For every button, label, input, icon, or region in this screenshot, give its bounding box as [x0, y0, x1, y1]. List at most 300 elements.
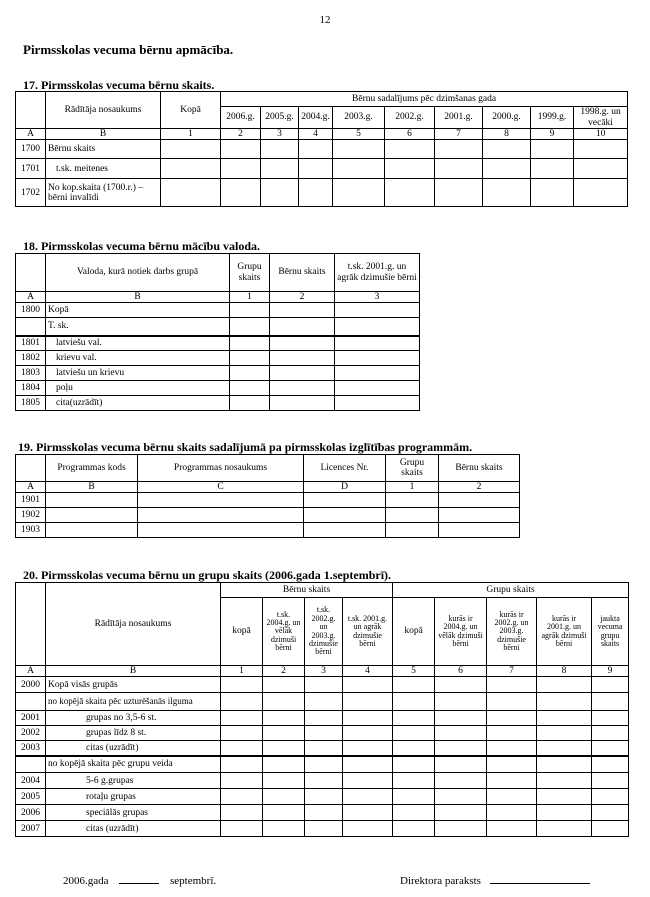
table-row [16, 351, 420, 366]
t19-header-prog-name: Programmas nosaukums [138, 455, 304, 482]
t17-code: 5 [333, 129, 385, 140]
cell[interactable] [335, 351, 420, 366]
cell[interactable] [435, 741, 487, 756]
cell[interactable] [333, 140, 385, 159]
table-row [16, 396, 420, 411]
cell[interactable] [161, 179, 221, 207]
cell[interactable] [305, 756, 343, 773]
cell[interactable] [393, 726, 435, 741]
row-code: 1702 [16, 179, 46, 207]
cell[interactable] [230, 318, 270, 336]
row-code: 1902 [16, 508, 46, 523]
cell[interactable] [435, 821, 487, 837]
cell[interactable] [385, 179, 435, 207]
t17-code: 3 [261, 129, 299, 140]
row-label: t.sk. meitenes [46, 159, 161, 179]
t17-year: 2001.g. [435, 107, 483, 129]
cell[interactable] [299, 140, 333, 159]
cell[interactable] [221, 693, 263, 711]
cell[interactable] [393, 805, 435, 821]
cell[interactable] [230, 396, 270, 411]
cell[interactable] [343, 741, 393, 756]
cell[interactable] [537, 693, 592, 711]
cell[interactable] [263, 756, 305, 773]
cell[interactable] [263, 773, 305, 789]
t20-code: 1 [221, 666, 263, 677]
row-label: Kopā [46, 303, 230, 318]
cell[interactable] [592, 821, 629, 837]
cell[interactable] [435, 773, 487, 789]
table-row [16, 756, 629, 773]
row-code: 1701 [16, 159, 46, 179]
cell[interactable] [263, 693, 305, 711]
row-code: 1903 [16, 523, 46, 538]
t20-header-children: Bērnu skaits [221, 583, 393, 598]
t17-code: A [16, 129, 46, 140]
cell[interactable] [305, 677, 343, 693]
cell[interactable] [386, 508, 439, 523]
row-label: krievu val. [46, 351, 230, 366]
row-code: 2005 [16, 789, 46, 805]
row-code: 2007 [16, 821, 46, 837]
cell[interactable] [263, 805, 305, 821]
table-row [16, 140, 628, 159]
table-row [16, 159, 628, 179]
cell[interactable] [263, 726, 305, 741]
cell[interactable] [263, 789, 305, 805]
row-label: no kopējā skaita pēc grupu veida [46, 756, 221, 773]
t20-code: B [46, 666, 221, 677]
cell[interactable] [221, 805, 263, 821]
cell[interactable] [333, 179, 385, 207]
t20-header-name: Rādītāja nosaukums [46, 583, 221, 666]
cell[interactable] [270, 351, 335, 366]
cell[interactable] [487, 711, 537, 726]
t20-group-col: jaukta vecuma grupu skaits [592, 598, 629, 666]
cell[interactable] [343, 789, 393, 805]
cell[interactable] [221, 789, 263, 805]
row-code: 1800 [16, 303, 46, 318]
cell[interactable] [592, 773, 629, 789]
cell[interactable] [487, 741, 537, 756]
row-code [16, 756, 46, 773]
cell[interactable] [270, 381, 335, 396]
cell[interactable] [304, 508, 386, 523]
cell[interactable] [335, 381, 420, 396]
cell[interactable] [335, 396, 420, 411]
cell[interactable] [537, 789, 592, 805]
row-label: 5-6 g.grupas [46, 773, 221, 789]
cell[interactable] [439, 523, 520, 538]
t17-year: 2004.g. [299, 107, 333, 129]
cell[interactable] [270, 396, 335, 411]
cell[interactable] [439, 508, 520, 523]
row-code: 1802 [16, 351, 46, 366]
row-label: T. sk. [46, 318, 230, 336]
t17-header-total: Kopā [161, 92, 221, 129]
cell[interactable] [270, 336, 335, 351]
t19-header-children: Bērnu skaits [439, 455, 520, 482]
cell[interactable] [531, 159, 574, 179]
t20-header-groups: Grupu skaits [393, 583, 629, 598]
cell[interactable] [46, 493, 138, 508]
t19-header-groups: Grupu skaits [386, 455, 439, 482]
t17-code: 10 [574, 129, 628, 140]
cell[interactable] [592, 677, 629, 693]
t19-code: 2 [439, 482, 520, 493]
cell[interactable] [393, 741, 435, 756]
table-row [16, 789, 629, 805]
table-row [16, 773, 629, 789]
cell[interactable] [304, 523, 386, 538]
cell[interactable] [537, 726, 592, 741]
t18-header-born: t.sk. 2001.g. un agrāk dzimušie bērni [335, 254, 420, 292]
cell[interactable] [537, 677, 592, 693]
cell[interactable] [531, 140, 574, 159]
cell[interactable] [221, 677, 263, 693]
row-label: grupas līdz 8 st. [46, 726, 221, 741]
table-row [16, 805, 629, 821]
t20-code: 3 [305, 666, 343, 677]
t20-group-col: kurās ir 2004.g. un vēlāk dzimuši bērni [435, 598, 487, 666]
row-label: No kop.skaita (1700.r.) –bērni invalīdi [46, 179, 161, 207]
cell[interactable] [386, 493, 439, 508]
cell[interactable] [592, 805, 629, 821]
cell[interactable] [435, 726, 487, 741]
t20-group-col: kurās ir 2002.g. un 2003.g. dzimušie bērni [487, 598, 537, 666]
row-label: poļu [46, 381, 230, 396]
cell[interactable] [138, 493, 304, 508]
t20-code: 8 [537, 666, 592, 677]
cell[interactable] [299, 179, 333, 207]
cell[interactable] [263, 711, 305, 726]
cell[interactable] [487, 821, 537, 837]
cell[interactable] [435, 677, 487, 693]
t20-code: A [16, 666, 46, 677]
cell[interactable] [261, 179, 299, 207]
table-row [16, 741, 629, 756]
t20-code: 5 [393, 666, 435, 677]
cell[interactable] [487, 805, 537, 821]
table-row [16, 677, 629, 693]
cell[interactable] [592, 741, 629, 756]
cell[interactable] [393, 693, 435, 711]
row-label: rotaļu grupas [46, 789, 221, 805]
table-20 [15, 582, 629, 837]
table-20-title: 20. Pirmsskolas vecuma bērnu un grupu skaits (2006.gada 1.septembrī). [23, 568, 392, 582]
cell[interactable] [230, 351, 270, 366]
row-label: Kopā visās grupās [46, 677, 221, 693]
cell[interactable] [343, 711, 393, 726]
cell[interactable] [161, 140, 221, 159]
cell[interactable] [221, 741, 263, 756]
cell[interactable] [592, 711, 629, 726]
t18-header-groups: Grupu skaits [230, 254, 270, 292]
t17-code: 8 [483, 129, 531, 140]
signature-label: Direktora paraksts [400, 875, 481, 887]
cell[interactable] [343, 693, 393, 711]
row-code: 2006 [16, 805, 46, 821]
cell[interactable] [161, 159, 221, 179]
cell[interactable] [487, 726, 537, 741]
row-label: grupas no 3,5-6 st. [46, 711, 221, 726]
cell[interactable] [393, 711, 435, 726]
cell[interactable] [221, 726, 263, 741]
t18-code: 1 [230, 292, 270, 303]
table-18 [15, 253, 420, 411]
cell[interactable] [230, 336, 270, 351]
cell[interactable] [221, 756, 263, 773]
cell[interactable] [230, 303, 270, 318]
t19-header-prog-code: Programmas kods [46, 455, 138, 482]
cell[interactable] [230, 381, 270, 396]
row-label: no kopējā skaita pēc uzturēšanās ilguma [46, 693, 221, 711]
t17-year: 2005.g. [261, 107, 299, 129]
t18-header-lang-text: Valoda, kurā notiek darbs grupā [76, 267, 199, 278]
table-19 [15, 454, 520, 538]
t20-code: 4 [343, 666, 393, 677]
cell[interactable] [435, 789, 487, 805]
row-code: 2001 [16, 711, 46, 726]
cell[interactable] [343, 821, 393, 837]
t17-code: 4 [299, 129, 333, 140]
cell[interactable] [305, 805, 343, 821]
cell[interactable] [221, 159, 261, 179]
table-row [16, 726, 629, 741]
cell[interactable] [487, 693, 537, 711]
t17-year: 2000.g. [483, 107, 531, 129]
t20-code: 2 [263, 666, 305, 677]
cell[interactable] [435, 693, 487, 711]
cell[interactable] [221, 140, 261, 159]
footer-date-suffix: septembrī. [170, 875, 217, 887]
row-code: 1805 [16, 396, 46, 411]
cell[interactable] [483, 179, 531, 207]
cell[interactable] [305, 773, 343, 789]
table-row [16, 821, 629, 837]
t17-code: 7 [435, 129, 483, 140]
table-row [16, 693, 629, 711]
row-label: latviešu un krievu [46, 366, 230, 381]
t19-header-licence: Licences Nr. [304, 455, 386, 482]
cell[interactable] [574, 140, 628, 159]
cell[interactable] [592, 756, 629, 773]
table-row [16, 381, 420, 396]
row-code: 2002 [16, 726, 46, 741]
cell[interactable] [230, 366, 270, 381]
t17-code: 1 [161, 129, 221, 140]
cell[interactable] [385, 159, 435, 179]
cell[interactable] [393, 773, 435, 789]
table-row [16, 318, 420, 336]
cell[interactable] [305, 711, 343, 726]
row-code: 2000 [16, 677, 46, 693]
cell[interactable] [335, 336, 420, 351]
cell[interactable] [537, 805, 592, 821]
cell[interactable] [439, 493, 520, 508]
table-17 [15, 91, 628, 207]
t18-code: A [16, 292, 46, 303]
cell[interactable] [138, 508, 304, 523]
t18-code: 2 [270, 292, 335, 303]
cell[interactable] [138, 523, 304, 538]
table-row [16, 303, 420, 318]
cell[interactable] [537, 711, 592, 726]
cell[interactable] [221, 711, 263, 726]
t18-header-children: Bērnu skaits [270, 254, 335, 292]
cell[interactable] [305, 726, 343, 741]
table-19-title: 19. Pirmsskolas vecuma bērnu skaits sadalījumā pa pirmsskolas izglītības programmām. [18, 440, 473, 454]
t19-code: C [138, 482, 304, 493]
cell[interactable] [221, 179, 261, 207]
cell[interactable] [335, 318, 420, 336]
cell[interactable] [221, 773, 263, 789]
cell[interactable] [435, 179, 483, 207]
table-row [16, 366, 420, 381]
row-label: speciālās grupas [46, 805, 221, 821]
cell[interactable] [592, 789, 629, 805]
t20-group-col: kopā [393, 598, 435, 666]
table-row [16, 336, 420, 351]
cell[interactable] [435, 711, 487, 726]
t20-group-col: kurās ir 2001.g. un agrāk dzimuši bērni [537, 598, 592, 666]
cell[interactable] [393, 756, 435, 773]
cell[interactable] [592, 726, 629, 741]
t17-code: 9 [531, 129, 574, 140]
t17-code: 2 [221, 129, 261, 140]
row-code [16, 318, 46, 336]
t18-code: B [46, 292, 230, 303]
signature-line[interactable] [490, 883, 590, 884]
t20-header-blank [16, 583, 46, 666]
cell[interactable] [435, 756, 487, 773]
cell[interactable] [263, 821, 305, 837]
t20-code: 6 [435, 666, 487, 677]
row-label: cita(uzrādīt) [46, 396, 230, 411]
cell[interactable] [305, 789, 343, 805]
cell[interactable] [592, 693, 629, 711]
t17-code: B [46, 129, 161, 140]
cell[interactable] [46, 523, 138, 538]
t17-code: 6 [385, 129, 435, 140]
cell[interactable] [263, 741, 305, 756]
cell[interactable] [537, 756, 592, 773]
t17-year: 2003.g. [333, 107, 385, 129]
row-code: 1901 [16, 493, 46, 508]
footer-date [63, 875, 216, 887]
cell[interactable] [385, 140, 435, 159]
t19-code: A [16, 482, 46, 493]
t17-header-blank [16, 92, 46, 129]
t20-code: 9 [592, 666, 629, 677]
row-code [16, 693, 46, 711]
footer-signature [400, 875, 590, 887]
cell[interactable] [435, 140, 483, 159]
cell[interactable] [537, 741, 592, 756]
cell[interactable] [393, 789, 435, 805]
cell[interactable] [343, 805, 393, 821]
cell[interactable] [537, 773, 592, 789]
row-code: 1803 [16, 366, 46, 381]
date-day-line[interactable] [119, 883, 159, 884]
cell[interactable] [299, 159, 333, 179]
t20-child-col: t.sk. 2001.g. un agrāk dzimušie bērni [343, 598, 393, 666]
page-number: 12 [319, 14, 331, 26]
row-code: 1804 [16, 381, 46, 396]
cell[interactable] [435, 805, 487, 821]
table-18-title: 18. Pirmsskolas vecuma bērnu mācību valoda. [23, 239, 261, 253]
t18-header-blank [16, 254, 46, 292]
cell[interactable] [487, 756, 537, 773]
cell[interactable] [386, 523, 439, 538]
t20-code: 7 [487, 666, 537, 677]
t19-code: B [46, 482, 138, 493]
row-label: citas (uzrādīt) [46, 741, 221, 756]
t17-year: 1999.g. [531, 107, 574, 129]
row-code: 2004 [16, 773, 46, 789]
cell[interactable] [335, 303, 420, 318]
t18-header-lang [46, 254, 230, 292]
cell[interactable] [270, 318, 335, 336]
cell[interactable] [305, 693, 343, 711]
cell[interactable] [483, 140, 531, 159]
cell[interactable] [221, 821, 263, 837]
table-row [16, 179, 628, 207]
cell[interactable] [393, 821, 435, 837]
t19-code: D [304, 482, 386, 493]
cell[interactable] [270, 366, 335, 381]
cell[interactable] [270, 303, 335, 318]
cell[interactable] [393, 677, 435, 693]
cell[interactable] [487, 677, 537, 693]
row-code: 1801 [16, 336, 46, 351]
table-row [16, 493, 520, 508]
cell[interactable] [305, 741, 343, 756]
cell[interactable] [305, 821, 343, 837]
cell[interactable] [46, 508, 138, 523]
cell[interactable] [487, 773, 537, 789]
cell[interactable] [531, 179, 574, 207]
cell[interactable] [483, 159, 531, 179]
row-label: citas (uzrādīt) [46, 821, 221, 837]
cell[interactable] [574, 159, 628, 179]
cell[interactable] [261, 159, 299, 179]
t20-child-col: t.sk. 2002.g. un 2003.g. dzimušie bērni [305, 598, 343, 666]
t17-year: 1998.g. un vecāki [574, 107, 628, 129]
cell[interactable] [537, 821, 592, 837]
t17-header-name: Rādītāja nosaukums [46, 92, 161, 129]
t20-child-col: t.sk. 2004.g. un vēlāk dzimuši bērni [263, 598, 305, 666]
cell[interactable] [343, 677, 393, 693]
cell[interactable] [343, 756, 393, 773]
table-row [16, 508, 520, 523]
cell[interactable] [487, 789, 537, 805]
cell[interactable] [335, 366, 420, 381]
cell[interactable] [333, 159, 385, 179]
cell[interactable] [261, 140, 299, 159]
cell[interactable] [343, 726, 393, 741]
t19-header-blank [16, 455, 46, 482]
table-row [16, 711, 629, 726]
cell[interactable] [263, 677, 305, 693]
cell[interactable] [435, 159, 483, 179]
table-17-title: 17. Pirmsskolas vecuma bērnu skaits. [23, 78, 215, 92]
cell[interactable] [574, 179, 628, 207]
cell[interactable] [304, 493, 386, 508]
t17-year: 2006.g. [221, 107, 261, 129]
t17-year: 2002.g. [385, 107, 435, 129]
cell[interactable] [343, 773, 393, 789]
